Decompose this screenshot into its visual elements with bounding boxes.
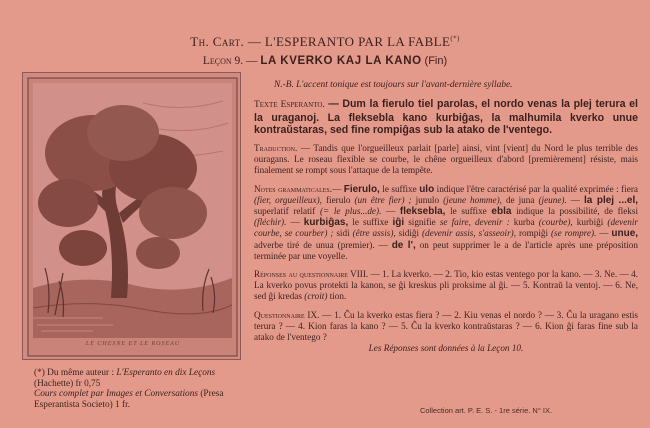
notes-italic: (= le plus...de). <box>319 206 382 216</box>
oak-tree-illustration <box>23 73 242 361</box>
notes-italic: (un être fier) ; <box>354 194 412 205</box>
notes-seg: le suffixe <box>445 206 492 216</box>
notes-seg: — <box>566 194 584 205</box>
texte-body: Dum la fierulo tiel parolas, el nordo venas la plej terura el la uraganoj. La fleksebla kano kurbiĝas, la malhumila kverko unue kontraŭstaras, sed fine rompiĝas sub la atako de l'ventego. <box>254 98 639 137</box>
notes-italic: (devenir assis, s'asseoir), <box>421 228 517 239</box>
notes-term: iĝi <box>392 217 405 229</box>
notes-seg: sidi <box>333 228 353 239</box>
title-footnote-mark: (*) <box>450 34 460 43</box>
lesson-heading <box>0 55 650 67</box>
notes-term: fleksebla, <box>399 206 446 217</box>
questionnaire-body: — 1. Ĉu la kverko estas fiera ? — 2. Kiu venas el nordo ? — 3. Ĉu la uragano estis terura ? — 4. Kion faras la kano ? — 5. Ĉu la kverko kontraŭstaras ? — 6. Kion ĝi faras fine sub la atako de l'ventego ? <box>254 309 639 343</box>
notes-italic: (se rompre). <box>550 228 597 239</box>
notes-seg: — <box>286 217 304 228</box>
notes-italic: (fier, orgueilleux), <box>254 194 322 205</box>
notes-seg: le suffixe <box>379 183 420 194</box>
notes-italic: se faire, devenir : <box>439 217 510 228</box>
reponses-paren: (croit) <box>304 291 328 302</box>
author-name: Th. Cart. <box>190 34 245 49</box>
notes-italic: (jeune). <box>538 194 567 205</box>
notes-seg: — <box>332 183 344 194</box>
notes-seg: de juna <box>501 194 539 205</box>
footnote-mark: (*) Du même auteur : <box>34 368 115 378</box>
footnote <box>34 368 248 410</box>
texte-label: Texte Esperanto. <box>254 100 325 111</box>
lesson-dash: — <box>246 55 258 67</box>
traduction-label: Traduction. <box>254 142 298 153</box>
notes-seg: kurbiĝi <box>572 217 608 228</box>
lesson-fin: (Fin) <box>424 55 448 67</box>
notes-seg: — <box>381 206 400 216</box>
notes-seg: sidiĝi <box>395 228 422 239</box>
notes-seg: signifie <box>404 217 440 228</box>
notes-term: la plej ...el, <box>584 194 638 206</box>
notes-section <box>254 184 638 262</box>
fable-title: L'ESPERANTO PAR LA FABLE <box>264 34 451 49</box>
accent-note: N.-B. L'accent tonique est toujours sur l'avant-dernière syllabe. <box>274 80 513 90</box>
notes-italic: (jeune homme), <box>443 194 502 205</box>
notes-term: ebla <box>491 206 512 217</box>
notes-seg: adverbe tiré de unua (premier). — <box>254 239 392 250</box>
footnote-book2: Cours complet par Images et Conversations <box>34 389 198 400</box>
answers-note: Les Réponses sont données à la Leçon 10. <box>368 343 524 354</box>
card-title <box>0 34 650 50</box>
notes-seg: indique la possibilité, de fleksi <box>511 206 639 216</box>
reponses-body: — 1. La kverko. — 2. Tio, kio estas ventego por la kano. — 3. Ne. — 4. La kverko povus protekti la kanon, se ĝi kreskus pli proksime al ĝi. — 5. Kontraŭ la ventoj. — 6. Ne, sed ĝi kredas <box>254 269 639 302</box>
notes-seg: junulo <box>411 194 444 205</box>
title-dash: — <box>247 34 262 49</box>
notes-seg: superlatif relatif <box>254 206 320 216</box>
reponses-label: Réponses au questionnaire VIII. <box>254 269 369 280</box>
lesson-label: Leçon 9. <box>202 55 244 67</box>
questionnaire-section <box>254 310 638 344</box>
footnote-book1: L'Esperanto en dix Leçons <box>116 368 216 378</box>
esperanto-text <box>254 98 638 137</box>
footnote-pub1: (Hachette) fr 0,75 <box>34 378 101 389</box>
notes-seg: — <box>596 228 612 239</box>
notes-term: ulo <box>419 183 435 195</box>
notes-italic: (fléchir). <box>254 217 287 228</box>
notes-italic: (être assis), <box>352 228 396 239</box>
texte-dash: — <box>328 98 339 111</box>
footnote-pub2: (Presa Esperantista Societo) 1 fr. <box>34 389 224 410</box>
questionnaire-label: Questionnaire IX. <box>254 309 320 320</box>
notes-italic: (courbe), <box>538 217 573 228</box>
notes-term: kurbiĝas, <box>303 217 349 229</box>
notes-seg: on peut supprimer le a de l'article après une préposition terminée par une voyelle. <box>254 239 638 261</box>
reponses-section <box>254 269 638 303</box>
notes-seg: fierulo <box>321 194 355 205</box>
notes-term: de l', <box>391 239 416 251</box>
lesson-text <box>254 80 638 354</box>
notes-seg: rompiĝi <box>516 228 551 239</box>
notes-seg: kurba <box>509 217 539 228</box>
lesson-name: LA KVERKO KAJ LA KANO <box>260 55 422 67</box>
notes-term: Fierulo, <box>343 183 380 195</box>
collection-mark: Collection art. P. E. S. - 1re série. N° IX. <box>420 406 553 415</box>
reponses-end: tion. <box>327 291 347 302</box>
engraving-caption: LE CHESNE ET LE ROSEAU <box>85 341 181 347</box>
notes-seg: indique l'être caractérisé par la qualité exprimée : fiera <box>434 183 638 194</box>
fable-engraving <box>22 72 241 360</box>
traduction-body: — Tandis que l'orgueilleux parlait [parle] ainsi, vint [vient] du Nord le plus terrible des ouragans. Le roseau flexible se courbe, le chêne orgueilleux d'abord [premièrement] résiste, mais finalement se rompt sous l'attaque de la tempête. <box>254 142 639 176</box>
traduction-section <box>254 143 638 177</box>
notes-term: unue, <box>611 228 639 240</box>
notes-seg: le suffixe <box>348 217 393 228</box>
notes-label: Notes grammaticales. <box>254 183 333 194</box>
notes-italic: (devenir courbe, se courber) ; <box>254 217 638 239</box>
